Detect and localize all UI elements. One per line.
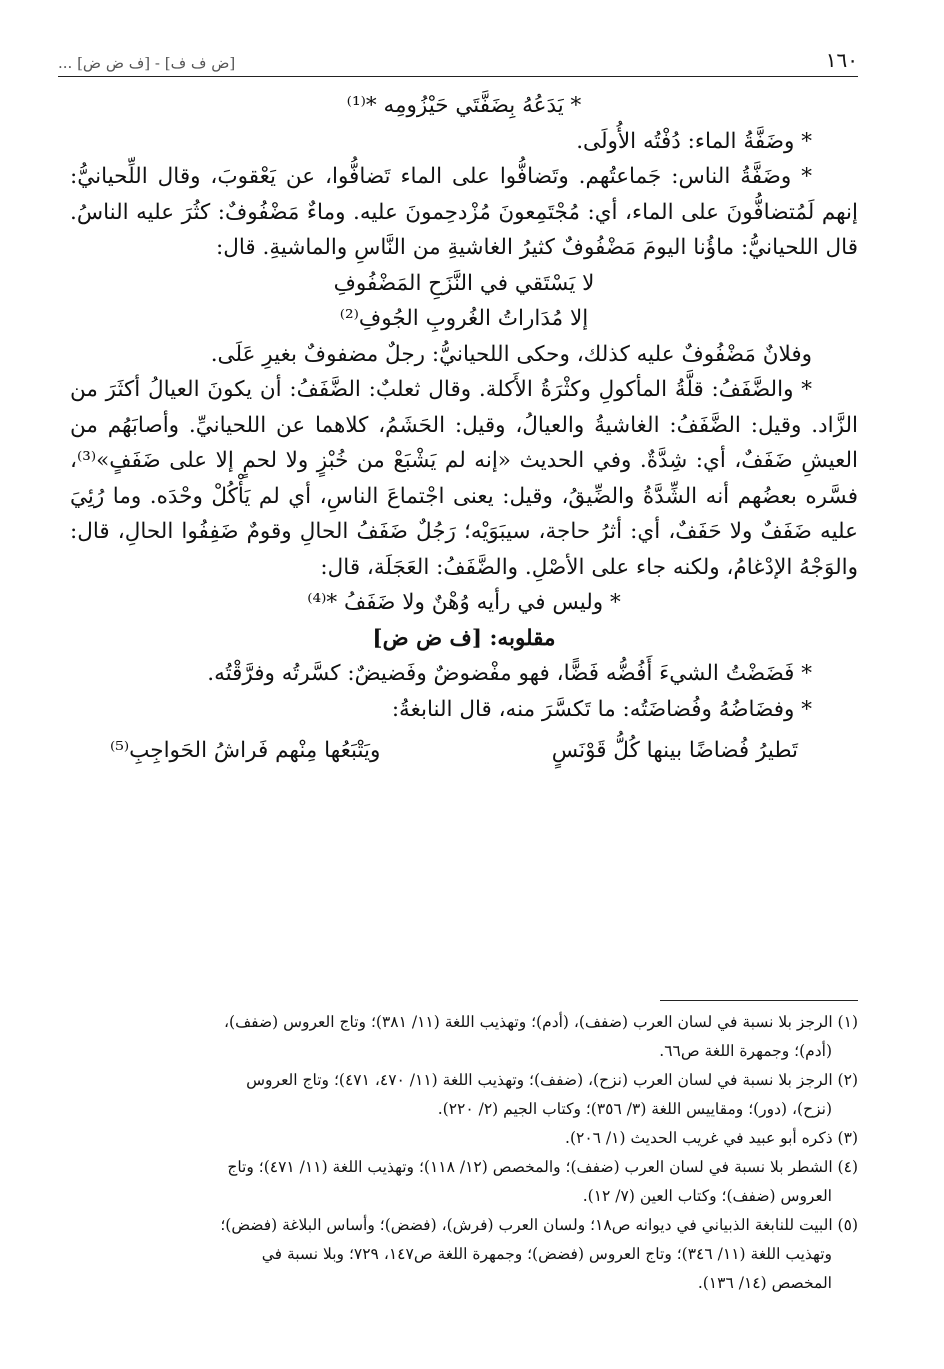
footnote-2-cont: (نزح)، (دور)؛ ومقاييس اللغة (٣/ ٣٥٦)؛ وكتاب الجيم (٢/ ٢٢٠). <box>437 1100 832 1118</box>
footnote-1-cont: (أدم)؛ وجمهرة اللغة ص٦٦. <box>659 1042 832 1060</box>
main-text <box>70 88 858 769</box>
paragraph-1: * وضَفَّةُ الماء: دُفْتُه الأُولَى. <box>576 128 812 154</box>
footnote-5: (٥) البيت للنابغة الذبياني في ديوانه ص١٨؛ ولسان العرب (فرش)، (فضض)؛ وأساس البلاغة (فضض)؛ <box>220 1216 858 1234</box>
footnote-1: (١) الرجز بلا نسبة في لسان العرب (ضفف)، (أدم)؛ وتهذيب اللغة (١١/ ٣٨١)؛ وتاج العروس (ضفف)، <box>224 1013 858 1031</box>
footnote-5-cont2: المخصص (١٤/ ١٣٦). <box>697 1274 832 1292</box>
page-header <box>58 40 858 77</box>
footnote-5-cont: وتهذيب اللغة (١١/ ٣٤٦)؛ وتاج العروس (فضض)؛ وجمهرة اللغة ص١٤٧، ٧٢٩؛ وبلا نسبة في <box>261 1245 832 1263</box>
couplet-second-hemistich: ويَتْبَعُها مِنْهم فَراشُ الحَواجِبِ⁽⁵⁾ <box>110 738 381 763</box>
paragraph-5: * فَضَضْتُ الشيءَ أَفُضُّه فَضًّا، فهو مفْضوضٌ وفَضيضٌ: كسَّرتُه وفرَّقْتُه. <box>207 661 812 686</box>
footnote-4: (٤) الشطر بلا نسبة في لسان العرب (ضفف)؛ والمخصص (١٢/ ١١٨)؛ وتهذيب اللغة (١١/ ٤٧١)؛ وتاج <box>227 1158 858 1176</box>
footnotes <box>70 1008 858 1298</box>
page-number: ١٦٠ <box>825 48 858 72</box>
paragraph-4: * والضَّفَفُ: قلَّةُ المأكولِ وكثْرَةُ الأَكلة. وقال ثعلبٌ: الضَّفَفُ: أن يكونَ العيالُ أكثَرَ من الزَّاد. وقيل: الضَّفَفُ: الغاشيةُ والعيالُ، وقيل: الحَشَمُ، كلاهما عن اللحيانيِّ. وأصابَهُم من العيشِ ضَفَفٌ، أي: شِدَّةٌ. وفي الحديث «إنه لم يَشْبَعْ من خُبْزٍ ولا لحمٍ إلا على ضَفَفٍ»⁽³⁾، فسَّره بعضُهم أنه الشِّدَّةُ والضِّيقُ، وقيل: يعنى اجْتماعَ الناسِ، أي لم يَأْكُلْ وحْدَه. وما رُئِيَ عليه ضَفَفٌ ولا حَفَفٌ، أي: أثرُ حاجة، سيبَوَيْه؛ رَجُلٌ ضَفَفُ الحالِ وقومٌ ضَفِفُوا الحالِ، قال: والوَجْهُ الإدْغامُ، ولكنه جاء على الأصْلِ. والضَّفَفُ: العَجَلَة، قال: <box>70 377 858 580</box>
poetry-couplet <box>70 733 858 769</box>
verse-1: * يَدَعُهُ بِضَفَّتَي حَيْزُومِه *⁽¹⁾ <box>346 93 582 118</box>
footnote-separator <box>660 1000 858 1001</box>
footnote-2: (٢) الرجز بلا نسبة في لسان العرب (نزح)، (ضفف)؛ وتهذيب اللغة (١١/ ٤٧٠، ٤٧١)؛ وتاج العروس <box>246 1071 858 1089</box>
verse-3: * وليس في رأيه وُهْنٌ ولا ضَفَفُ *⁽⁴⁾ <box>307 590 621 615</box>
paragraph-3: وفلانٌ مَضْفُوفٌ عليه كذلك، وحكى اللحيانيُّ: رجلٌ مضفوفٌ بغيرِ عَلَى. <box>210 341 812 367</box>
footnote-3: (٣) ذكره أبو عبيد في غريب الحديث (١/ ٢٠٦). <box>565 1129 858 1147</box>
verse-2a: لا يَسْتَقي في النَّزَحِ المَضْفُوفِ <box>333 270 595 296</box>
paragraph-2: * وضَفَّةُ الناس: جَماعتُهم. وتَضافُّوا على الماء تَضافُّوا، عن يَعْقوبَ، وقال اللِّحيانيُّ: إنهم لَمُتضافُّونَ على الماء، أي: مُجْتَمِعونَ مُزْدحِمونَ عليه. وماءٌ مَضْفُوفٌ: كثُرَ عليه الناسُ. قال اللحيانيُّ: ماؤُنا اليومَ مَضْفُوفٌ كثيرُ الغاشيةِ من النَّاسِ والماشيةِ. قال: <box>70 164 858 260</box>
running-head: [ض ف ف] - [ف ض ض] ... <box>58 54 236 72</box>
section-heading: مقلوبه: [ف ض ض] <box>372 625 556 651</box>
paragraph-6: * وفضَاضُهُ وفُضاضَتُه: ما تَكسَّرَ منه، قال النابغةُ: <box>391 696 812 722</box>
verse-2b: إلا مُدَاراتُ الغُروبِ الجُوفِ⁽²⁾ <box>339 306 589 331</box>
couplet-first-hemistich: تَطيرُ فُضاضًا بينها كُلُّ قَوْنَسٍ <box>551 738 798 763</box>
footnote-4-cont: العروس (ضفف)؛ وكتاب العين (٧/ ١٢). <box>582 1187 832 1205</box>
